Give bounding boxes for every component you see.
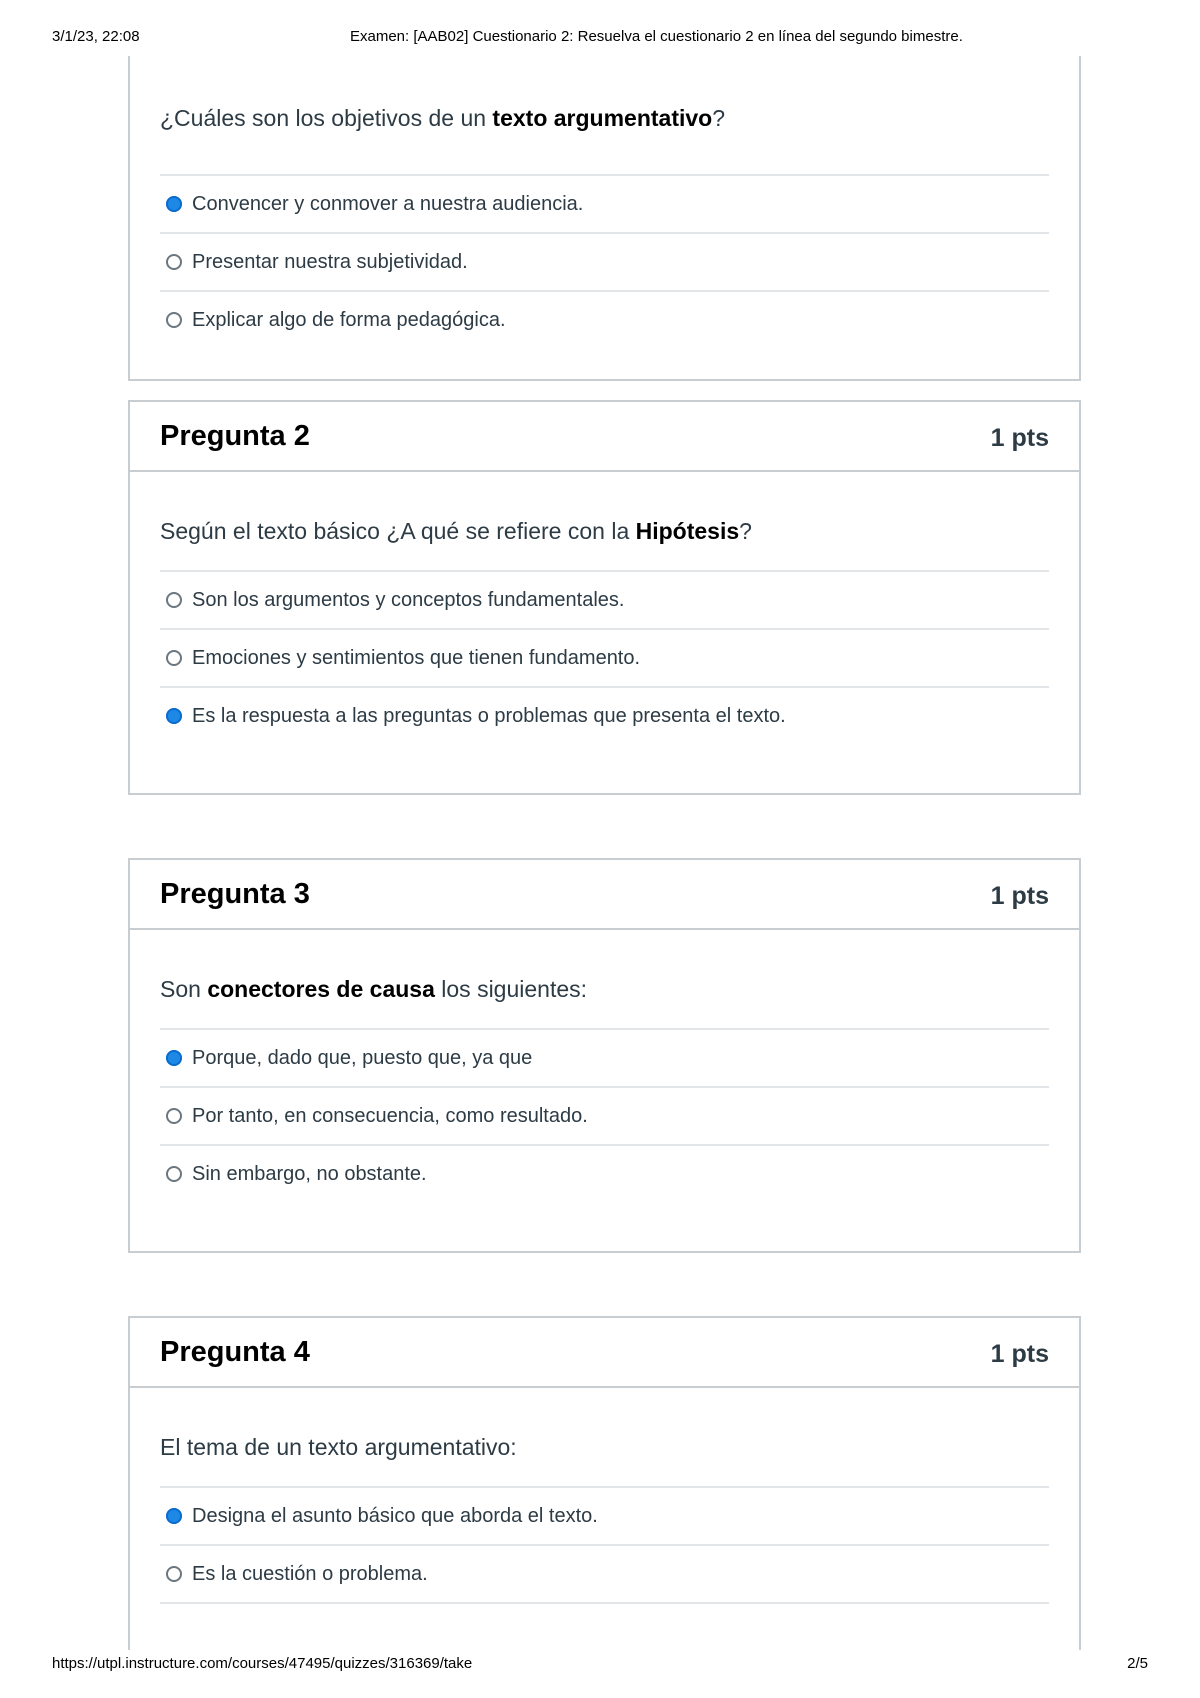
answer-option[interactable] — [160, 234, 1049, 292]
question-points: 1 pts — [990, 1340, 1049, 1368]
answer-label: Presentar nuestra subjetividad. — [192, 250, 468, 273]
question-text: El tema de un texto argumentativo: — [160, 1388, 1049, 1488]
answer-label: Es la cuestión o problema. — [192, 1562, 428, 1585]
answer-label: Son los argumentos y conceptos fundamentales. — [192, 588, 625, 611]
question-body — [130, 56, 1079, 348]
question-points: 1 pts — [990, 882, 1049, 910]
radio-unselected-icon[interactable] — [166, 650, 182, 666]
answer-option[interactable] — [160, 630, 1049, 688]
answer-label: Emociones y sentimientos que tienen fundamento. — [192, 646, 641, 669]
radio-selected-icon[interactable] — [166, 196, 182, 212]
question-body — [130, 472, 1079, 744]
question-card-3 — [128, 858, 1081, 1253]
answer-option[interactable] — [160, 1488, 1049, 1546]
radio-selected-icon[interactable] — [166, 1508, 182, 1524]
radio-unselected-icon[interactable] — [166, 1108, 182, 1124]
question-title: Pregunta 4 — [160, 1336, 310, 1368]
answer-label: Convencer y conmover a nuestra audiencia. — [192, 192, 584, 215]
radio-unselected-icon[interactable] — [166, 254, 182, 270]
question-text: Según el texto básico ¿A qué se refiere con la Hipótesis? — [160, 472, 1049, 572]
radio-unselected-icon[interactable] — [166, 592, 182, 608]
question-text: Son conectores de causa los siguientes: — [160, 930, 1049, 1030]
answer-option[interactable] — [160, 1146, 1049, 1202]
answer-label: Explicar algo de forma pedagógica. — [192, 308, 506, 331]
question-card-4 — [128, 1316, 1081, 1650]
answer-option[interactable] — [160, 1546, 1049, 1604]
answer-label: Es la respuesta a las preguntas o problemas que presenta el texto. — [192, 704, 786, 727]
question-title: Pregunta 2 — [160, 420, 310, 452]
question-body — [130, 1388, 1079, 1604]
question-title: Pregunta 3 — [160, 878, 310, 910]
question-text: ¿Cuáles son los objetivos de un texto argumentativo? — [160, 56, 1049, 176]
question-header — [130, 860, 1079, 930]
answer-label: Por tanto, en consecuencia, como resultado. — [192, 1104, 588, 1127]
radio-selected-icon[interactable] — [166, 708, 182, 724]
question-points: 1 pts — [990, 424, 1049, 452]
answer-option[interactable] — [160, 176, 1049, 234]
print-datetime: 3/1/23, 22:08 — [52, 28, 140, 45]
print-url: https://utpl.instructure.com/courses/47495/quizzes/316369/take — [52, 1655, 473, 1672]
answer-option[interactable] — [160, 1088, 1049, 1146]
answer-label: Porque, dado que, puesto que, ya que — [192, 1046, 533, 1069]
question-card-2 — [128, 400, 1081, 795]
answer-option[interactable] — [160, 572, 1049, 630]
answer-label: Designa el asunto básico que aborda el texto. — [192, 1504, 598, 1527]
answer-option[interactable] — [160, 292, 1049, 348]
answer-label: Sin embargo, no obstante. — [192, 1162, 427, 1185]
question-header — [130, 402, 1079, 472]
radio-unselected-icon[interactable] — [166, 1166, 182, 1182]
answer-option[interactable] — [160, 1030, 1049, 1088]
print-header — [52, 28, 1148, 48]
radio-unselected-icon[interactable] — [166, 1566, 182, 1582]
print-footer — [52, 1655, 1148, 1675]
radio-selected-icon[interactable] — [166, 1050, 182, 1066]
print-page-title: Examen: [AAB02] Cuestionario 2: Resuelva el cuestionario 2 en línea del segundo bimestre. — [350, 28, 963, 45]
question-body — [130, 930, 1079, 1202]
question-header — [130, 1318, 1079, 1388]
question-card-1 — [128, 56, 1081, 381]
answer-option[interactable] — [160, 688, 1049, 744]
radio-unselected-icon[interactable] — [166, 312, 182, 328]
print-page-number: 2/5 — [1127, 1655, 1148, 1672]
